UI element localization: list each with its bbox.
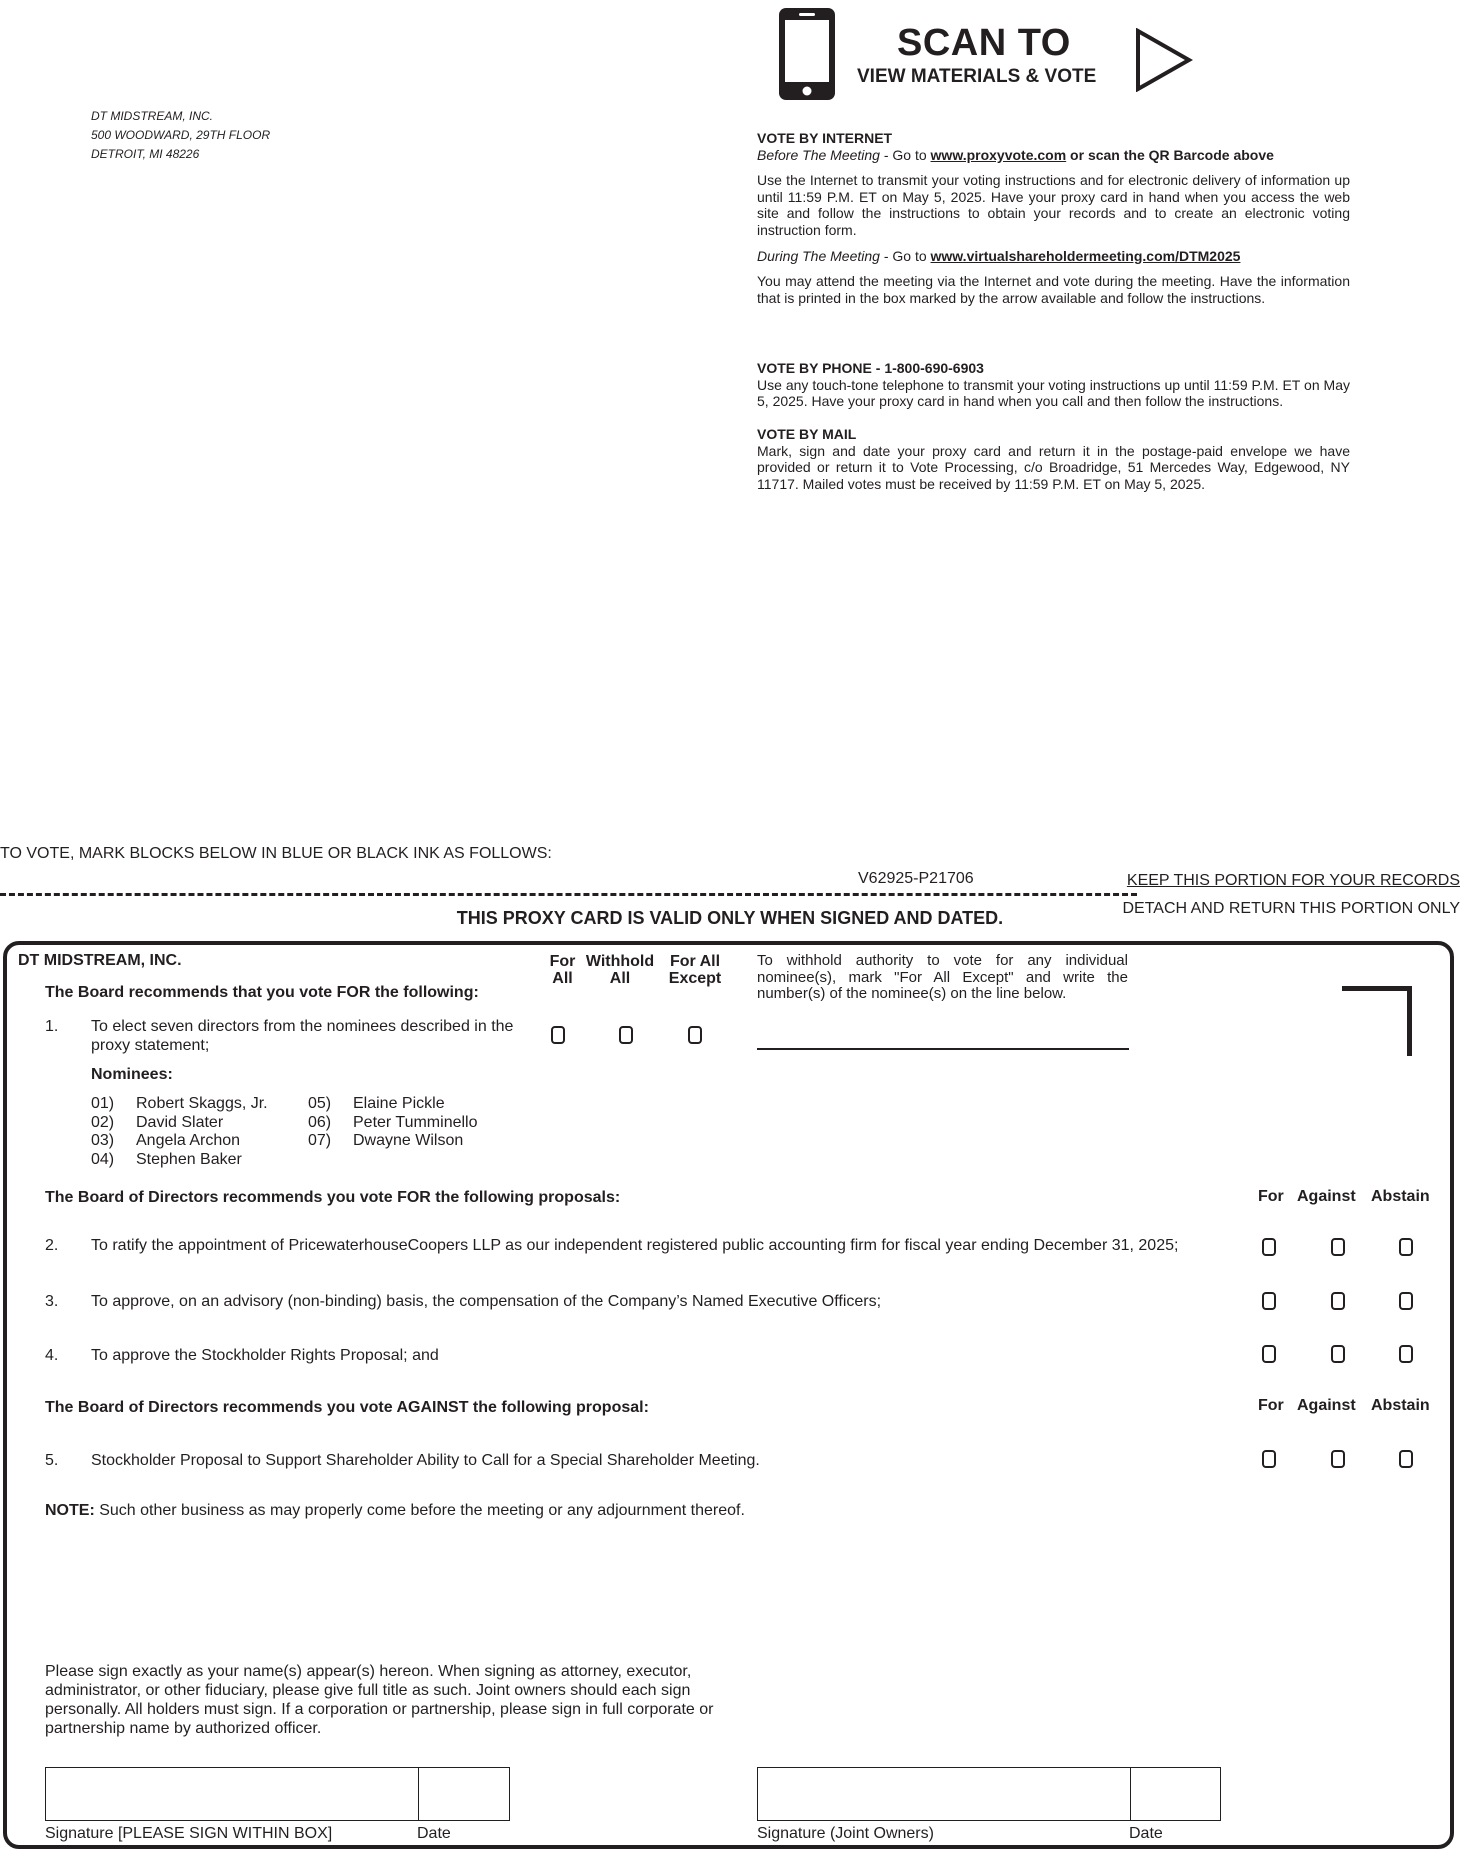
keep-portion-label: KEEP THIS PORTION FOR YOUR RECORDS [1126, 872, 1460, 889]
scan-to-vote-banner [777, 4, 1191, 104]
nominee [308, 1114, 478, 1133]
corner-mark [1342, 986, 1412, 1056]
vote-by-phone-section [757, 360, 1350, 410]
nominee-name: David Slater [136, 1113, 224, 1131]
joint-signature-label: Signature (Joint Owners) [757, 1825, 934, 1842]
nominee-number: 02) [91, 1113, 115, 1131]
joint-date-label: Date [1129, 1825, 1163, 1842]
item4-number: 4. [45, 1347, 59, 1364]
header-abstain: Abstain [1371, 1397, 1430, 1414]
mail-text: Mark, sign and date your proxy card and return it in the postage-paid envelope we have provided or return it to Vote Processing, c/o Broadridge, 51 Mercedes Way, Edgewood, NY 11717. Mailed votes must be received by 11:59 P.M. ET on May 5, 2025. [757, 442, 1350, 492]
nominees-left-list [91, 1095, 268, 1169]
item5-against-checkbox[interactable] [1331, 1450, 1345, 1468]
item1-text: To elect seven directors from the nominees described in the proxy statement; [91, 1018, 514, 1054]
return-address [91, 107, 270, 164]
phone-icon [777, 6, 837, 102]
item5-abstain-checkbox[interactable] [1399, 1450, 1413, 1468]
header-abstain: Abstain [1371, 1188, 1430, 1205]
note [45, 1501, 745, 1520]
date-box[interactable] [418, 1767, 510, 1821]
col-withhold-line1: Withhold [585, 953, 655, 970]
item2-abstain-checkbox[interactable] [1399, 1238, 1413, 1256]
item2-number: 2. [45, 1237, 59, 1254]
item3-number: 3. [45, 1293, 59, 1310]
item3-against-checkbox[interactable] [1331, 1292, 1345, 1310]
col-for-all [540, 953, 585, 987]
item2-for-checkbox[interactable] [1262, 1238, 1276, 1256]
qr-instruction: or scan the QR Barcode above [1066, 146, 1274, 163]
header-against: Against [1297, 1188, 1356, 1205]
item4-for-checkbox[interactable] [1262, 1345, 1276, 1363]
col-except-line1: For All [669, 953, 721, 970]
col-for-all-line2: All [552, 970, 573, 987]
item3-abstain-checkbox[interactable] [1399, 1292, 1413, 1310]
item5-number: 5. [45, 1452, 59, 1469]
control-code: V62925-P21706 [858, 870, 974, 887]
sign-instructions: Please sign exactly as your name(s) appear(s) hereon. When signing as attorney, executor, administrator, or other fiduciary, please give full title as such. Joint owners should each sign personally. All holders must sign. If a corporation or partnership, please sign in full corporate or partnership name by authorized officer. [45, 1663, 714, 1737]
nominee-number: 05) [308, 1095, 332, 1112]
board-for-proposals-heading: The Board of Directors recommends you vote FOR the following proposals: [45, 1189, 621, 1206]
vote-by-internet-section [757, 130, 1350, 306]
nominee [91, 1114, 268, 1133]
item2-against-checkbox[interactable] [1331, 1238, 1345, 1256]
header-for: For [1258, 1188, 1284, 1205]
to-vote-instruction: TO VOTE, MARK BLOCKS BELOW IN BLUE OR BLACK INK AS FOLLOWS: [0, 845, 552, 862]
detach-line [0, 893, 1137, 896]
item3-text: To approve, on an advisory (non-binding) basis, the compensation of the Company’s Named Executive Officers; [91, 1293, 882, 1310]
joint-date-box[interactable] [1130, 1767, 1221, 1821]
valid-notice: THIS PROXY CARD IS VALID ONLY WHEN SIGNED AND DATED. [456, 908, 1004, 928]
goto-text: - Go to [879, 247, 931, 264]
internet-during-line [757, 248, 1350, 265]
mail-heading: VOTE BY MAIL [757, 426, 857, 442]
play-arrow-icon [1135, 28, 1193, 92]
header-for: For [1258, 1397, 1284, 1414]
col-withhold-line2: All [609, 970, 631, 987]
address-company: DT MIDSTREAM, INC. [91, 109, 213, 123]
item5-for-checkbox[interactable] [1262, 1450, 1276, 1468]
scan-title: SCAN TO [897, 22, 1071, 64]
item4-against-checkbox[interactable] [1331, 1345, 1345, 1363]
nominee-number: 07) [308, 1132, 332, 1149]
board-recommendation: The Board recommends that you vote FOR the following: [45, 984, 479, 1001]
signature-box[interactable] [45, 1767, 419, 1821]
col-for-all-except [664, 953, 726, 987]
header-against: Against [1297, 1397, 1356, 1414]
nominee-name: Dwayne Wilson [353, 1132, 464, 1149]
goto-text: - Go to [879, 146, 931, 163]
phone-text: Use any touch-tone telephone to transmit your voting instructions up until 11:59 P.M. ET on May 5, 2025. Have your proxy card in hand when you call and then follow the instructions. [757, 376, 1350, 410]
nominee-number: 06) [308, 1113, 332, 1131]
item1-for-all-checkbox[interactable] [551, 1026, 565, 1044]
col-withhold-all [582, 953, 658, 987]
nominee [91, 1095, 268, 1114]
note-text: Such other business as may properly come before the meeting or any adjournment thereof. [94, 1502, 745, 1519]
nominee-name: Peter Tumminello [353, 1113, 478, 1131]
nominee-number: 01) [91, 1095, 115, 1112]
col-except-line2: Except [668, 970, 722, 987]
internet-during-text: You may attend the meeting via the Internet and vote during the meeting. Have the information that is printed in the box marked by the arrow available and follow the instructions. [757, 273, 1350, 306]
item4-abstain-checkbox[interactable] [1399, 1345, 1413, 1363]
phone-heading: VOTE BY PHONE - 1-800-690-6903 [757, 360, 984, 376]
nominee-name: Stephen Baker [136, 1150, 242, 1168]
nominee-name: Angela Archon [136, 1132, 241, 1149]
signature-label: Signature [PLEASE SIGN WITHIN BOX] [45, 1825, 333, 1842]
nominee-name: Robert Skaggs, Jr. [136, 1095, 268, 1112]
internet-before-text: Use the Internet to transmit your voting instructions and for electronic delivery of information up until 11:59 P.M. ET on May 5, 2025. Have your proxy card in hand when you access the web site and follow the instructions to obtain your records and to create an electronic voting instruction form. [757, 172, 1350, 238]
item3-for-checkbox[interactable] [1262, 1292, 1276, 1310]
detach-portion-label: DETACH AND RETURN THIS PORTION ONLY [1122, 900, 1460, 917]
nominee-number-line[interactable] [757, 1048, 1129, 1050]
nominee [91, 1151, 268, 1170]
during-meeting-label: During The Meeting [757, 247, 880, 264]
nominee-number: 04) [91, 1150, 115, 1168]
note-label: NOTE: [45, 1502, 95, 1519]
scan-subtitle: VIEW MATERIALS & VOTE [857, 66, 1097, 87]
item2-text: To ratify the appointment of PricewaterhouseCoopers LLP as our independent registered public accounting firm for fiscal year ending December 31, 2025; [91, 1237, 1179, 1254]
nominee-name: Elaine Pickle [353, 1095, 445, 1112]
withhold-instruction: To withhold authority to vote for any individual nominee(s), mark "For All Except" and write the number(s) of the nominee(s) on the line below. [757, 952, 1128, 1002]
nominee [91, 1132, 268, 1151]
col-for-all-line1: For [549, 953, 576, 970]
card-company-name: DT MIDSTREAM, INC. [18, 952, 182, 969]
internet-heading: VOTE BY INTERNET [757, 130, 893, 146]
item1-number: 1. [45, 1018, 59, 1035]
item4-text: To approve the Stockholder Rights Proposal; and [91, 1347, 439, 1364]
vote-by-mail-section [757, 426, 1350, 492]
nominees-label: Nominees: [91, 1066, 173, 1083]
item1-withhold-all-checkbox[interactable] [619, 1026, 633, 1044]
nominee [308, 1132, 478, 1151]
proxyvote-link[interactable]: www.proxyvote.com [930, 146, 1067, 163]
item1-for-all-except-checkbox[interactable] [688, 1026, 702, 1044]
nominees-right-list [308, 1095, 478, 1151]
joint-signature-box[interactable] [757, 1767, 1131, 1821]
address-street: 500 WOODWARD, 29TH FLOOR [91, 128, 271, 142]
board-against-proposal-heading: The Board of Directors recommends you vote AGAINST the following proposal: [45, 1399, 649, 1416]
item5-text: Stockholder Proposal to Support Shareholder Ability to Call for a Special Shareholder Meeting. [91, 1452, 760, 1469]
date-label: Date [417, 1825, 451, 1842]
internet-before-line [757, 147, 1350, 164]
nominee [308, 1095, 478, 1114]
virtual-meeting-link[interactable]: www.virtualshareholdermeeting.com/DTM2025 [930, 247, 1241, 264]
address-city: DETROIT, MI 48226 [91, 147, 200, 161]
before-meeting-label: Before The Meeting [757, 146, 880, 163]
nominee-number: 03) [91, 1132, 115, 1149]
